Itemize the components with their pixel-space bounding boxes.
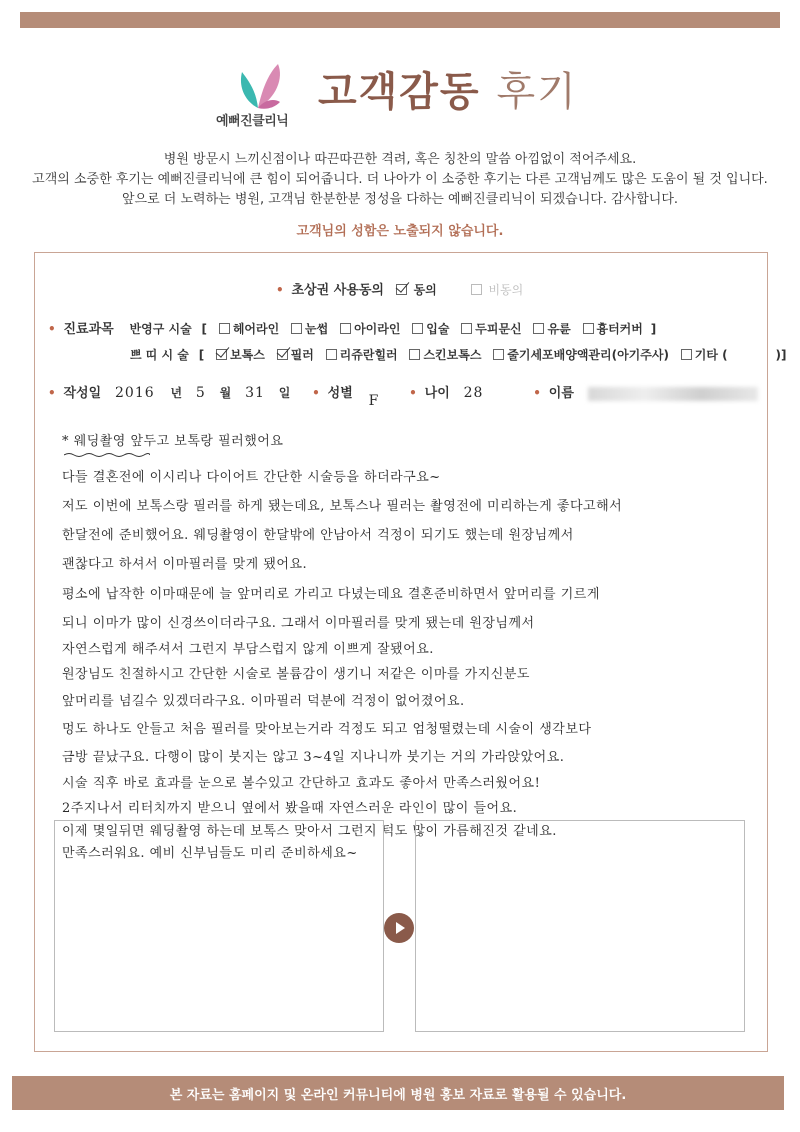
- checkbox-rejuran[interactable]: [326, 349, 337, 360]
- year-unit: 년: [170, 386, 183, 400]
- checkbox-lips[interactable]: [412, 323, 423, 334]
- option-label: 필러: [290, 348, 314, 362]
- option-label: 눈썹: [305, 322, 329, 336]
- option-label: 흉터커버: [596, 322, 643, 336]
- department-row-1: • 진료과목 반영구 시술 [ 헤어라인 눈썹 아이라인 입술 두피문신 유륜 흉터커버 ]: [48, 322, 657, 337]
- consent-disagree-label: 비동의: [488, 283, 524, 297]
- checkbox-other[interactable]: [681, 349, 692, 360]
- checkbox-botox[interactable]: [216, 349, 227, 360]
- age-value[interactable]: 28: [463, 385, 484, 401]
- squiggle-underline: [64, 452, 150, 458]
- checkbox-stem-cell[interactable]: [493, 349, 504, 360]
- checkbox-eyebrow[interactable]: [291, 323, 302, 334]
- review-line: 금방 끝났구요. 다행이 많이 붓지는 않고 3~4일 지나니까 붓기는 거의 가라앉았어요.: [62, 750, 565, 765]
- bullet: •: [276, 283, 284, 297]
- bullet: •: [533, 386, 541, 400]
- play-icon[interactable]: [384, 913, 414, 943]
- bullet: •: [312, 386, 320, 400]
- option-label: 두피문신: [475, 322, 522, 336]
- photo-placeholder-1[interactable]: [54, 820, 384, 1032]
- name-redacted: [588, 387, 758, 401]
- page-title: [318, 60, 578, 117]
- group2-end: )]: [775, 348, 787, 362]
- option-label: 기타 (: [694, 348, 728, 362]
- review-title: * 웨딩촬영 앞두고 보톡랑 필러했어요: [62, 434, 284, 449]
- option-label: 아이라인: [354, 322, 401, 336]
- consent-disagree-checkbox[interactable]: [471, 284, 482, 295]
- info-row: [48, 382, 758, 409]
- top-bar: [20, 12, 780, 28]
- intro-line: 앞으로 더 노력하는 병원, 고객님 한분한분 정성을 다하는 예뻐진클리닉이 되겠습니다. 감사합니다.: [121, 192, 679, 207]
- review-line: 2주지나서 리터치까지 받으니 옆에서 봤을때 자연스러운 라인이 많이 들어요.: [62, 801, 518, 816]
- review-line: 만족스러워요. 예비 신부님들도 미리 준비하세요~: [62, 846, 358, 861]
- bullet: •: [409, 386, 417, 400]
- privacy-notice: 고객님의 성함은 노출되지 않습니다.: [296, 224, 504, 239]
- photo-placeholder-2[interactable]: [415, 820, 745, 1032]
- department-row-2: 쁘 띠 시 술 [ 보톡스 필러 리쥬란힐러 스킨보톡스 줄기세포배양액관리(아기주사) 기타 ( )]: [130, 348, 787, 362]
- group2-label: 쁘 띠 시 술: [130, 348, 189, 362]
- review-line: 원장님도 친절하시고 간단한 시술로 볼륨감이 생기니 저같은 이마를 가지신분도: [62, 667, 530, 682]
- title-light: 후기: [496, 69, 578, 115]
- department-label: 진료과목: [63, 322, 114, 337]
- gender-value[interactable]: F: [368, 393, 380, 409]
- checkbox-eyeline[interactable]: [340, 323, 351, 334]
- consent-agree-checkbox[interactable]: [396, 284, 407, 295]
- review-line: 이제 몇일뒤면 웨딩촬영 하는데 보톡스 맞아서 그런지 턱도 많이 가름해진것 같네요.: [62, 824, 557, 839]
- date-label: 작성일: [63, 386, 102, 401]
- option-label: 보톡스: [230, 348, 265, 362]
- consent-row: [276, 279, 523, 298]
- gender-label: 성별: [327, 386, 353, 401]
- option-label: 헤어라인: [232, 322, 280, 336]
- checkbox-areola[interactable]: [533, 323, 544, 334]
- review-line: 괜찮다고 하셔서 이마필러를 맞게 됐어요.: [62, 557, 308, 572]
- intro-text: [0, 150, 800, 210]
- bullet: •: [48, 386, 56, 400]
- option-label: 줄기세포배양액관리(아기주사): [507, 348, 669, 362]
- bullet: •: [48, 322, 56, 336]
- review-line: 시술 직후 바로 효과를 눈으로 볼수있고 간단하고 효과도 좋아서 만족스러웠어요!: [62, 776, 541, 791]
- consent-agree-label: 동의: [413, 283, 437, 297]
- review-line: 평소에 납작한 이마때문에 늘 앞머리로 가리고 다녔는데요 결혼준비하면서 앞머리를 기르게: [62, 587, 600, 602]
- review-line: 앞머리를 넘길수 있겠더라구요. 이마필러 덕분에 걱정이 없어졌어요.: [62, 694, 465, 709]
- date-year[interactable]: 2016: [115, 385, 155, 401]
- review-line: 한달전에 준비했어요. 웨딩촬영이 한달밖에 안남아서 걱정이 되기도 했는데 원장님께서: [62, 528, 574, 543]
- name-label: 이름: [548, 386, 574, 401]
- review-line: 저도 이번에 보톡스랑 필러를 하게 됐는데요, 보톡스나 필러는 촬영전에 미리하는게 좋다고해서: [62, 499, 623, 514]
- group1-label: 반영구 시술: [129, 322, 192, 336]
- consent-label: 초상권 사용동의: [291, 283, 384, 298]
- option-label: 리쥬란힐러: [339, 348, 398, 362]
- date-month[interactable]: 5: [195, 385, 206, 401]
- logo-text: 예뻐진클리닉: [216, 114, 289, 129]
- date-day[interactable]: 31: [245, 385, 265, 401]
- day-unit: 일: [278, 386, 291, 400]
- checkbox-skin-botox[interactable]: [409, 349, 420, 360]
- month-unit: 월: [219, 386, 232, 400]
- option-label: 유륜: [547, 322, 571, 336]
- review-line: 되니 이마가 많이 신경쓰이더라구요. 그래서 이마필러를 맞게 됐는데 원장님께서: [62, 616, 535, 631]
- checkbox-scalp[interactable]: [461, 323, 472, 334]
- intro-line: 고객의 소중한 후기는 예뻐진클리닉에 큰 힘이 되어줍니다. 더 나아가 이 소중한 후기는 다른 고객님께도 많은 도움이 될 것 입니다.: [32, 172, 768, 187]
- option-label: 스킨보톡스: [423, 348, 482, 362]
- option-label: 입술: [426, 322, 450, 336]
- intro-line: 병원 방문시 느끼신점이나 따끈따끈한 격려, 혹은 칭찬의 말씀 아낌없이 적어주세요.: [163, 152, 637, 167]
- checkbox-filler[interactable]: [277, 349, 288, 360]
- footer-notice: 본 자료는 홈페이지 및 온라인 커뮤니티에 병원 홍보 자료로 활용될 수 있습니다.: [12, 1076, 784, 1110]
- age-label: 나이: [424, 386, 450, 401]
- review-line: 멍도 하나도 안들고 처음 필러를 맞아보는거라 걱정도 되고 엄청떨렸는데 시술이 생각보다: [62, 722, 592, 737]
- review-line: 다들 결혼전에 이시리나 다이어트 간단한 시술등을 하더라구요~: [62, 470, 441, 485]
- checkbox-scar[interactable]: [583, 323, 594, 334]
- title-bold: 고객감동: [318, 69, 481, 115]
- checkbox-hairline[interactable]: [219, 323, 230, 334]
- review-line: 자연스럽게 해주셔서 그런지 부담스럽지 않게 이쁘게 잘됐어요.: [62, 642, 434, 657]
